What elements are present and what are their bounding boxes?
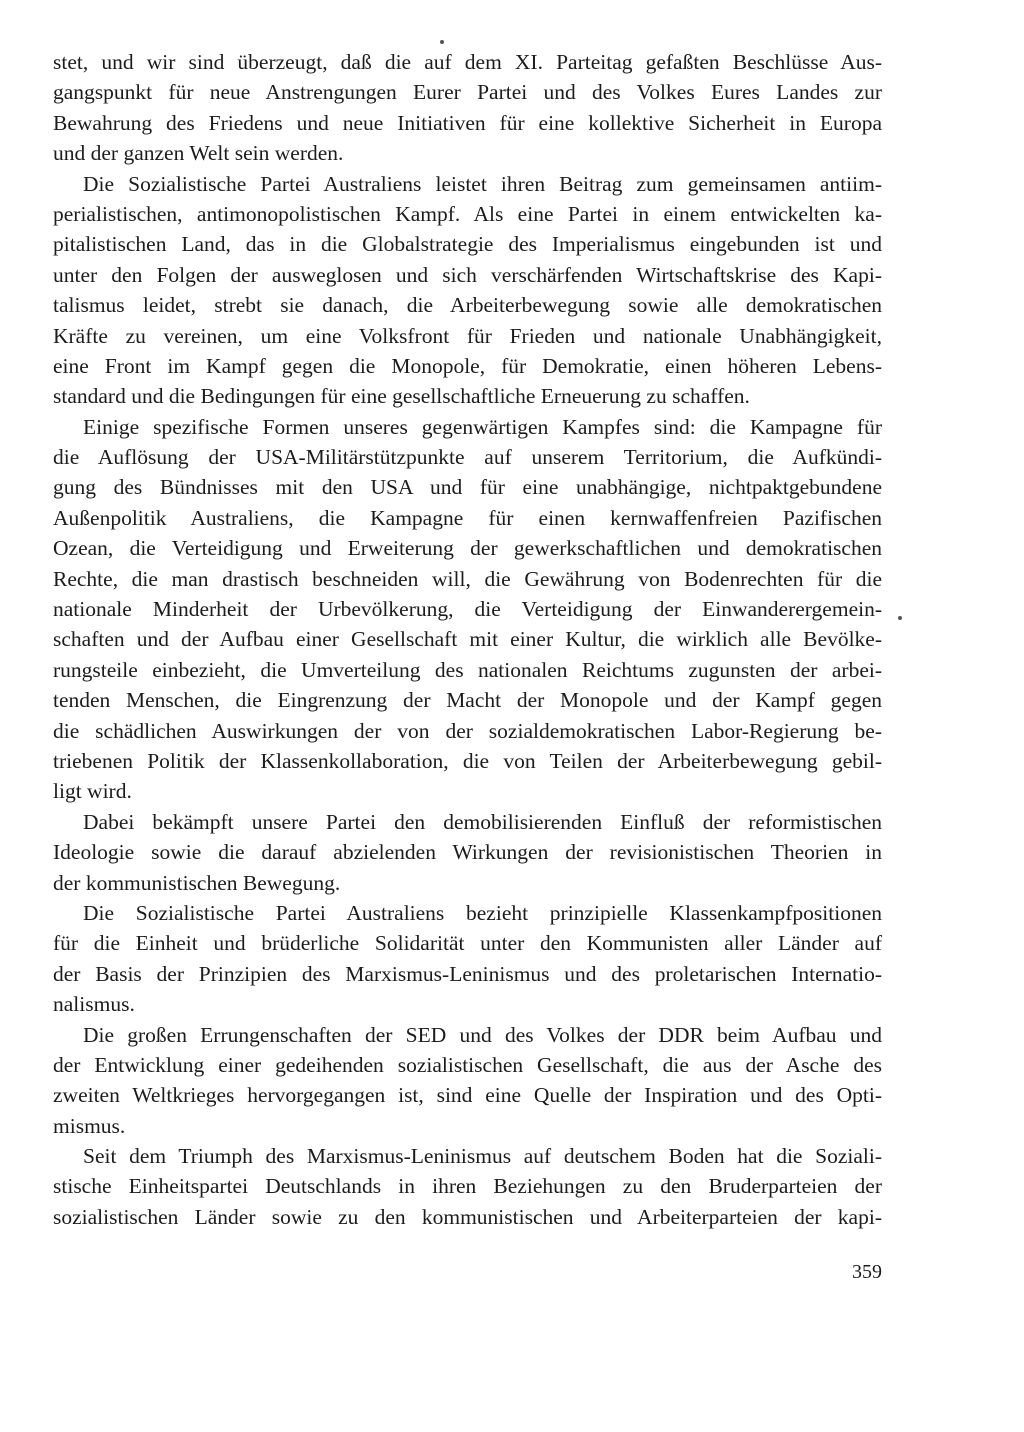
- text-line: Rechte, die man drastisch beschneiden will, die Gewährung von Bodenrechten für die: [53, 566, 882, 591]
- paragraph: [53, 898, 882, 1020]
- text-line: talismus leidet, strebt sie danach, die Arbeiterbewegung sowie alle demokratischen: [53, 293, 882, 318]
- text-line: nalismus.: [53, 992, 135, 1017]
- text-line: standard und die Bedingungen für eine gesellschaftliche Erneuerung zu schaffen.: [53, 384, 750, 409]
- body-text: [53, 47, 882, 1232]
- text-line: Dabei bekämpft unsere Partei den demobilisierenden Einfluß der reformistischen: [83, 809, 882, 834]
- text-line: die Auflösung der USA-Militärstützpunkte auf unserem Territorium, die Aufkündi-: [53, 445, 882, 470]
- text-line: für die Einheit und brüderliche Solidarität unter den Kommunisten aller Länder auf: [53, 931, 882, 956]
- text-line: stische Einheitspartei Deutschlands in ihren Beziehungen zu den Bruderparteien der: [53, 1174, 882, 1199]
- text-line: Die Sozialistische Partei Australiens bezieht prinzipielle Klassenkampfpositionen: [83, 900, 882, 925]
- text-line: perialistischen, antimonopolistischen Kampf. Als eine Partei in einem entwickelten ka-: [53, 201, 882, 226]
- text-line: ligt wird.: [53, 779, 132, 804]
- text-line: gangspunkt für neue Anstrengungen Eurer Partei und des Volkes Eures Landes zur: [53, 80, 882, 105]
- text-line: der Entwicklung einer gedeihenden sozialistischen Gesellschaft, die aus der Asche des: [53, 1052, 882, 1077]
- page-number: 359: [852, 1261, 882, 1283]
- text-line: schaften und der Aufbau einer Gesellschaft mit einer Kultur, die wirklich alle Bevölke-: [53, 627, 882, 652]
- paragraph: [53, 1141, 882, 1232]
- paragraph: [53, 807, 882, 898]
- text-line: Die Sozialistische Partei Australiens leistet ihren Beitrag zum gemeinsamen antiim-: [83, 171, 882, 196]
- text-line: tenden Menschen, die Eingrenzung der Macht der Monopole und der Kampf gegen: [53, 688, 882, 713]
- paragraph: [53, 169, 882, 412]
- text-line: der Basis der Prinzipien des Marxismus-Leninismus und des proletarischen Internatio-: [53, 961, 882, 986]
- text-line: Ideologie sowie die darauf abzielenden Wirkungen der revisionistischen Theorien in: [53, 840, 882, 865]
- text-line: Ozean, die Verteidigung und Erweiterung der gewerkschaftlichen und demokratischen: [53, 536, 882, 561]
- text-line: nationale Minderheit der Urbevölkerung, die Verteidigung der Einwanderergemein-: [53, 597, 882, 622]
- scan-speck: [898, 616, 902, 620]
- text-line: zweiten Weltkrieges hervorgegangen ist, sind eine Quelle der Inspiration und des Opti-: [53, 1083, 882, 1108]
- text-line: pitalistischen Land, das in die Globalstrategie des Imperialismus eingebunden ist und: [53, 232, 882, 257]
- text-line: Einige spezifische Formen unseres gegenwärtigen Kampfes sind: die Kampagne für: [83, 414, 882, 439]
- text-line: Außenpolitik Australiens, die Kampagne für einen kernwaffenfreien Pazifischen: [53, 505, 882, 530]
- text-line: eine Front im Kampf gegen die Monopole, für Demokratie, einen höheren Lebens-: [53, 353, 882, 378]
- text-line: mismus.: [53, 1113, 126, 1138]
- text-line: gung des Bündnisses mit den USA und für eine unabhängige, nichtpaktgebundene: [53, 475, 882, 500]
- text-line: Seit dem Triumph des Marxismus-Leninismus auf deutschem Boden hat die Soziali-: [83, 1144, 882, 1169]
- text-line: die schädlichen Auswirkungen der von der sozialdemokratischen Labor-Regierung be-: [53, 718, 882, 743]
- text-line: Kräfte zu vereinen, um eine Volksfront für Frieden und nationale Unabhängigkeit,: [53, 323, 882, 348]
- paragraph: [53, 412, 882, 807]
- text-line: Bewahrung des Friedens und neue Initiativen für eine kollektive Sicherheit in Europa: [53, 110, 882, 135]
- paragraph: [53, 47, 882, 169]
- text-line: der kommunistischen Bewegung.: [53, 870, 341, 895]
- text-line: rungsteile einbezieht, die Umverteilung des nationalen Reichtums zugunsten der arbei-: [53, 657, 882, 682]
- paragraph: [53, 1020, 882, 1142]
- scan-speck: [440, 40, 444, 44]
- text-line: triebenen Politik der Klassenkollaboration, die von Teilen der Arbeiterbewegung gebil-: [53, 748, 882, 773]
- text-line: unter den Folgen der ausweglosen und sich verschärfenden Wirtschaftskrise des Kapi-: [53, 262, 882, 287]
- text-line: und der ganzen Welt sein werden.: [53, 141, 344, 166]
- text-line: stet, und wir sind überzeugt, daß die auf dem XI. Parteitag gefaßten Beschlüsse Aus-: [53, 50, 882, 74]
- text-line: sozialistischen Länder sowie zu den kommunistischen und Arbeiterparteien der kapi-: [53, 1204, 882, 1229]
- text-line: Die großen Errungenschaften der SED und des Volkes der DDR beim Aufbau und: [83, 1022, 882, 1047]
